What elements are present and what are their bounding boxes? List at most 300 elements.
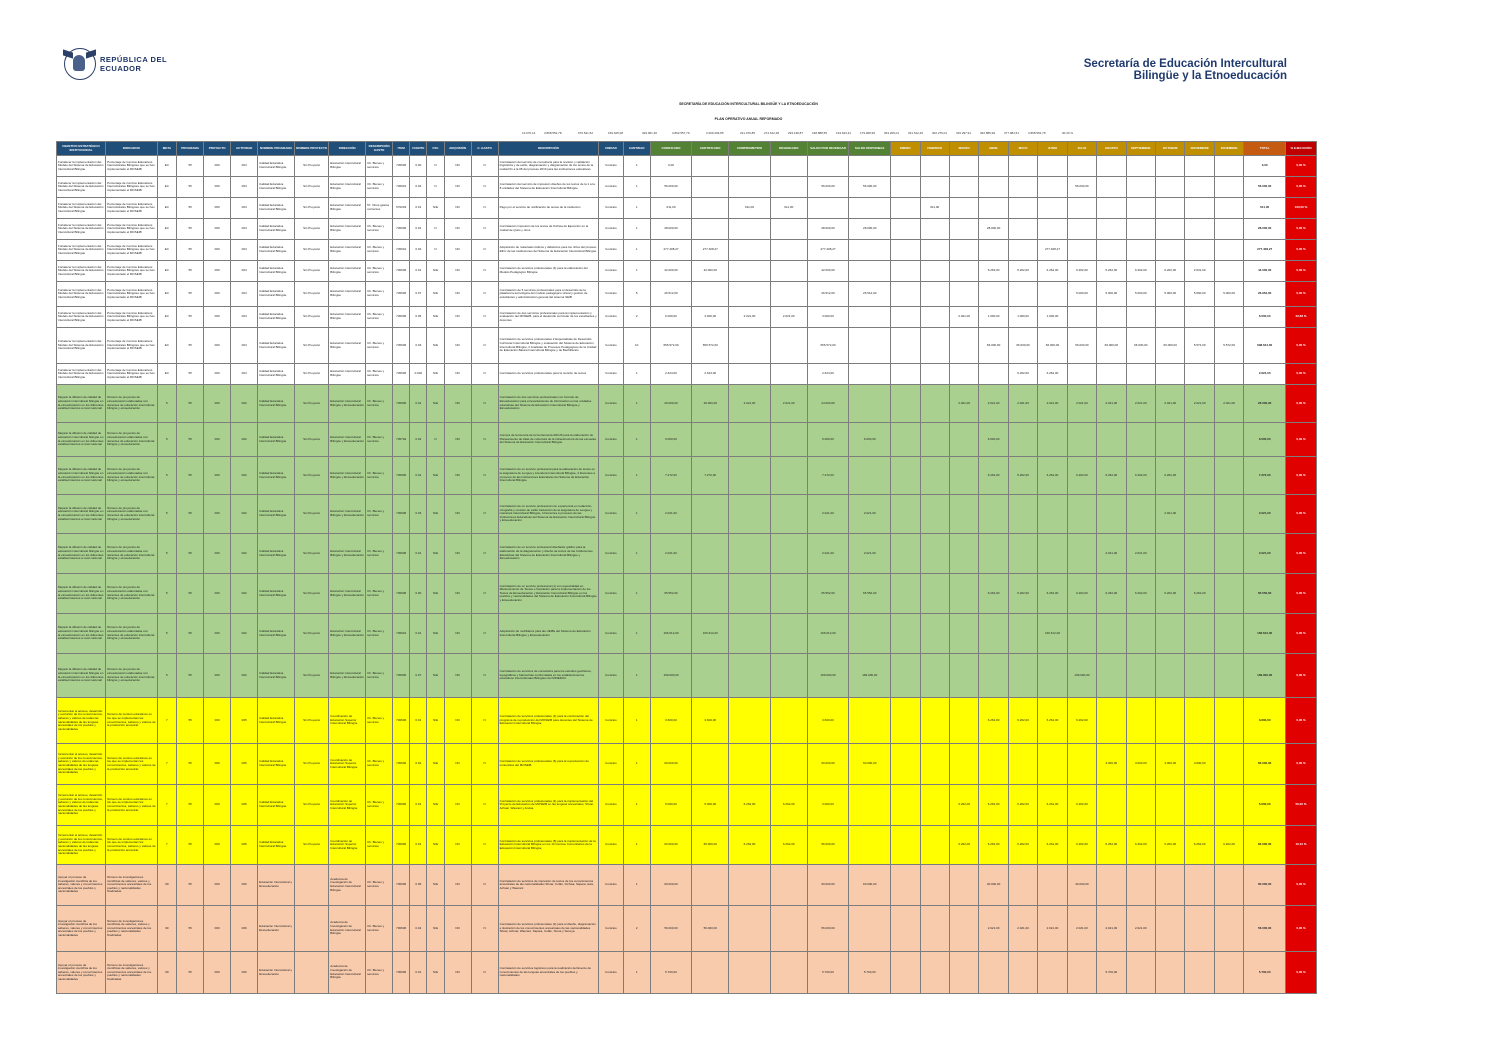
table-cell: 0,00 xyxy=(650,156,692,177)
table-cell: 28.000,00 xyxy=(650,219,692,240)
table-cell xyxy=(891,906,920,952)
table-cell: N xyxy=(471,698,498,744)
column-total: 13.670,14 xyxy=(522,131,536,135)
table-cell xyxy=(770,744,807,785)
table-cell: 6.262,00 xyxy=(1097,574,1126,614)
table-cell xyxy=(729,423,771,457)
table-cell: 277.408,27 xyxy=(650,240,692,261)
table-cell: 000 xyxy=(204,614,231,654)
column-total: 3.868.552,78 xyxy=(1028,131,1046,135)
table-cell: N xyxy=(471,307,498,328)
table-cell: Contrato xyxy=(599,385,624,423)
table-cell xyxy=(294,952,328,994)
table-cell xyxy=(1185,654,1214,698)
table-cell: 30.000,00 xyxy=(1067,865,1096,906)
column-header: PROGRAMA xyxy=(177,142,204,156)
table-cell: Sin Proyecto xyxy=(294,495,328,534)
column-total: 329.061,30 xyxy=(642,131,658,135)
table-cell xyxy=(920,423,949,457)
table-cell: Fortalecer la implementación del Modelo del Sistema de Educación Intercultural Bilingüe xyxy=(57,156,106,177)
table-cell: Contratación de 5 servicios profesionales para el desarrollo de la plataforma tecnológica del modelo pedagógico virtual y gestión de estudiantes y administración general del sistema SEIB xyxy=(498,282,599,307)
table-row xyxy=(57,261,1317,282)
table-cell: 6.262,00 xyxy=(1067,785,1096,826)
table-cell: 3.600,00 xyxy=(650,698,692,744)
table-cell: 2.624,00 xyxy=(1244,364,1286,385)
table-row xyxy=(57,240,1317,261)
table-cell: Mejorar la difusión de calidad de educación intercultural bilingüe en la etnoeducación en los diferentes establecimientos a nivel nacional xyxy=(57,614,106,654)
table-cell xyxy=(979,534,1008,574)
table-cell: 6.262,00 xyxy=(729,785,771,826)
table-cell: Calidad Educativa Intercultural Bilingüe xyxy=(258,307,295,328)
table-cell: 2.021,00 xyxy=(1214,385,1243,423)
table-cell xyxy=(1038,282,1067,307)
table-cell xyxy=(891,240,920,261)
table-cell xyxy=(949,906,978,952)
table-cell: Fortalecer la implementación del Modelo del Sistema de Educación Intercultural Bilingüe xyxy=(57,328,106,364)
table-cell: 6.262,00 xyxy=(1038,457,1067,495)
table-cell: 005 xyxy=(231,698,258,744)
table-cell: Contratación del servicio de consultoría para la revisión y validación lingüística y de estilo, diagramación y diagramación de los textos de la unidad 61 a la 65 del proceso 2019 para las instituciones educativas xyxy=(498,156,599,177)
table-cell xyxy=(849,906,891,952)
table-cell: 55 xyxy=(177,423,204,457)
table-cell: EC xyxy=(157,240,177,261)
table-cell: N/E xyxy=(427,307,444,328)
table-cell: 2.021,00 xyxy=(770,385,807,423)
table-cell: Calidad Educativa Intercultural Bilingüe xyxy=(258,785,295,826)
table-cell xyxy=(770,457,807,495)
table-cell: 000 xyxy=(204,240,231,261)
table-cell xyxy=(849,364,891,385)
table-cell: 277.408,27 xyxy=(1038,240,1067,261)
table-cell: 6.262,00 xyxy=(1185,826,1214,865)
table-cell: Calidad Educativa Intercultural Bilingüe xyxy=(258,364,295,385)
table-cell: Calidad Educativa Intercultural Bilingüe xyxy=(258,198,295,219)
table-cell: 000 xyxy=(204,385,231,423)
column-header: FSC xyxy=(427,142,444,156)
table-cell: Contrato xyxy=(599,534,624,574)
table-cell: 000 xyxy=(204,219,231,240)
table-cell: 730606 xyxy=(393,364,410,385)
table-cell: Contratación de dos servicios profesionales para la implementación y evaluación del MOSEIB, para el desarrollo curricular de los estudiantes y docentes xyxy=(498,307,599,328)
table-cell xyxy=(1038,495,1067,534)
table-cell: 0,00 % xyxy=(1286,495,1317,534)
table-cell: Contrato xyxy=(599,744,624,785)
table-cell xyxy=(1097,495,1126,534)
document-title: SECRETARÍA DE EDUCACIÓN INTERCULTURAL BILINGÜE Y LA ETNOEDUCACIÓN xyxy=(679,102,818,106)
table-cell: 0,00 % xyxy=(1286,744,1317,785)
table-cell: 0,00 % xyxy=(1286,261,1317,282)
table-cell xyxy=(949,744,978,785)
table-cell: 000 xyxy=(204,534,231,574)
table-cell: 1 xyxy=(623,177,650,198)
table-cell: Ch. Bienes y servicios xyxy=(366,698,393,744)
table-cell: Número de proyectos de etnoeducación elaboradas con docentes de educación intercultural bilingüe y etnoeducación xyxy=(106,385,158,423)
table-header-row xyxy=(57,142,1317,156)
table-cell: 7 xyxy=(157,826,177,865)
table-cell xyxy=(920,219,949,240)
table-cell: Sin Proyecto xyxy=(294,385,328,423)
table-row xyxy=(57,364,1317,385)
table-cell: N xyxy=(471,785,498,826)
table-cell: 3.600,00 xyxy=(692,698,729,744)
table-cell: NO xyxy=(444,495,471,534)
column-header: ENERO xyxy=(891,142,920,156)
table-cell: 166.612,00 xyxy=(807,614,849,654)
table-cell: Adquisición de mobiliarios para las UEIBs del Sistema de Educación Intercultural Bilingüe y Etnoeducación xyxy=(498,614,599,654)
column-total: 159.625,08 xyxy=(608,131,624,135)
table-cell: 000 xyxy=(204,654,231,698)
table-cell: 5.000,00 xyxy=(1214,282,1243,307)
table-cell: 6.000,00 xyxy=(1244,307,1286,328)
table-cell: Ch. Bienes y servicios xyxy=(366,457,393,495)
table-cell xyxy=(770,614,807,654)
table-cell: 60.000,00 xyxy=(650,865,692,906)
table-cell: Contrato xyxy=(599,198,624,219)
table-cell: Sin Proyecto xyxy=(294,698,328,744)
table-cell: Educación Intercultural Bilingüe xyxy=(329,364,366,385)
table-cell: 6.262,00 xyxy=(1156,457,1185,495)
table-cell: Contratación de servicios logísticos para la realización del Evento de conocimientos de las lenguas ancestrales de los pueblos y nacionalidades xyxy=(498,952,599,994)
table-cell: 6.262,00 xyxy=(1097,826,1126,865)
table-cell: 5.700,00 xyxy=(1244,952,1286,994)
table-cell: 90 xyxy=(157,952,177,994)
table-cell: 55 xyxy=(177,307,204,328)
table-cell: Fortalecer la implementación del Modelo del Sistema de Educación Intercultural Bilingüe xyxy=(57,261,106,282)
table-cell: 1 xyxy=(623,198,650,219)
table-cell: NO xyxy=(444,865,471,906)
table-cell xyxy=(849,457,891,495)
table-cell: Ch. Bienes y servicios xyxy=(366,219,393,240)
table-cell: 6.262,00 xyxy=(1008,457,1037,495)
table-cell: 3.000,00 xyxy=(1097,744,1126,785)
table-cell: 5.000,00 xyxy=(1067,282,1096,307)
table-cell xyxy=(891,282,920,307)
table-cell xyxy=(692,654,729,698)
table-cell xyxy=(1126,364,1155,385)
table-cell: 006 xyxy=(231,865,258,906)
table-cell: Educación Intercultural Bilingüe xyxy=(329,240,366,261)
column-header: DIRECCIÓN xyxy=(329,142,366,156)
table-cell: 2.021,00 xyxy=(979,906,1008,952)
column-header: CANTIDAD xyxy=(623,142,650,156)
table-cell: EC xyxy=(157,219,177,240)
table-cell xyxy=(1214,219,1243,240)
table-cell: Ch. Bienes y servicios xyxy=(366,307,393,328)
table-cell: 5.000,00 xyxy=(1244,785,1286,826)
table-cell xyxy=(1067,744,1096,785)
table-cell: 2.021,00 xyxy=(979,385,1008,423)
table-cell: 6.262,00 xyxy=(1038,826,1067,865)
column-total: 168.888,55 xyxy=(812,131,828,135)
column-header: DESCRIPCIÓN xyxy=(498,142,599,156)
table-cell: 6.262,00 xyxy=(949,785,978,826)
table-cell: 2.021,00 xyxy=(729,385,771,423)
table-cell: Número de investigaciones científicas de saberes, valores y conocimientos ancestrales de los pueblos y nacionalidades finalizadas xyxy=(106,952,158,994)
table-cell xyxy=(1126,177,1155,198)
table-cell: N xyxy=(471,906,498,952)
table-row xyxy=(57,865,1317,906)
table-cell: 0.002 xyxy=(410,364,427,385)
table-cell: Educación Intercultural Bilingüe xyxy=(329,282,366,307)
table-cell xyxy=(920,385,949,423)
table-cell xyxy=(849,328,891,364)
table-cell: Educación Intercultural Bilingüe xyxy=(329,328,366,364)
table-cell xyxy=(1038,534,1067,574)
table-cell: 000 xyxy=(204,785,231,826)
table-row xyxy=(57,534,1317,574)
table-row xyxy=(57,177,1317,198)
table-cell: 5.000,00 xyxy=(1097,282,1126,307)
table-cell xyxy=(1156,952,1185,994)
table-cell: Contratación de servicios profesionales 2 Especialistas de Desarrollo Curricular Intercultural Bilingüe y evaluación del Sistema de Educación Intercultural Bilingüe, 2 Analistas de Procesos Pedagógicos de la Unidad de Educación Básica Intercultural Bilingüe y de Bachillerato xyxy=(498,328,599,364)
table-cell: Contrato xyxy=(599,865,624,906)
table-cell xyxy=(1214,654,1243,698)
column-header: FEBRERO xyxy=(920,142,949,156)
table-cell xyxy=(1214,364,1243,385)
table-cell: Apoyar el proceso de investigación científica de los saberes, valores y conocimientos ancestrales de los pueblos y nacionalidades xyxy=(57,906,106,952)
table-cell: 0,00 % xyxy=(1286,423,1317,457)
table-cell: Sin Proyecto xyxy=(294,423,328,457)
table-cell: EC xyxy=(157,328,177,364)
table-cell: Sin Proyecto xyxy=(294,177,328,198)
table-cell: 0.02 xyxy=(410,177,427,198)
table-cell: 2.021,00 xyxy=(1126,385,1155,423)
table-cell: 28.000,00 xyxy=(979,219,1008,240)
table-cell: 100,00 % xyxy=(1286,198,1317,219)
table-cell xyxy=(949,156,978,177)
table-cell: 5 xyxy=(623,282,650,307)
table-cell: 0,00 % xyxy=(1286,574,1317,614)
table-cell: Porcentaje de Centros Educativos Interculturales Bilingües que se han implementado el MOSEIB xyxy=(106,282,158,307)
table-cell: 0.01 xyxy=(410,198,427,219)
table-cell xyxy=(979,654,1008,698)
table-cell: 1 xyxy=(623,952,650,994)
table-cell: N/E xyxy=(427,495,444,534)
table-row xyxy=(57,614,1317,654)
table-row xyxy=(57,574,1317,614)
table-cell xyxy=(849,826,891,865)
table-cell: Fortalecer la implementación del Modelo del Sistema de Educación Intercultural Bilingüe xyxy=(57,177,106,198)
table-cell xyxy=(1214,240,1243,261)
table-cell: 0.02 xyxy=(410,744,427,785)
table-cell: Sin Proyecto xyxy=(294,219,328,240)
table-cell xyxy=(1008,654,1037,698)
column-header: MAYO xyxy=(1008,142,1037,156)
table-cell: 66.000,00 xyxy=(979,328,1008,364)
table-cell xyxy=(1185,906,1214,952)
table-cell: 56.000,00 xyxy=(1244,177,1286,198)
table-cell xyxy=(979,744,1008,785)
table-cell xyxy=(949,240,978,261)
table-cell: 0.03 xyxy=(410,495,427,534)
table-cell: N xyxy=(471,385,498,423)
table-cell: 1 xyxy=(623,364,650,385)
table-cell xyxy=(1008,952,1037,994)
column-header: FUENTE xyxy=(410,142,427,156)
table-cell: N/E xyxy=(427,457,444,495)
table-cell: Número de centros educativos en los que se implementan los conocimientos, saberes y valores de la producción ancestral. xyxy=(106,698,158,744)
table-cell xyxy=(891,698,920,744)
table-cell: 0.02 xyxy=(410,423,427,457)
table-cell: 30.000,00 xyxy=(979,865,1008,906)
table-cell xyxy=(949,219,978,240)
table-cell: Calidad Educativa Intercultural Bilingüe xyxy=(258,240,295,261)
table-cell: Contrato xyxy=(599,261,624,282)
column-header: TOTAL xyxy=(1244,142,1286,156)
table-cell: 42.000,00 xyxy=(807,261,849,282)
table-cell: Calidad Educativa Intercultural Bilingüe xyxy=(258,457,295,495)
table-cell: 2.021,00 xyxy=(1097,534,1126,574)
table-cell: Calidad Educativa Intercultural Bilingüe xyxy=(258,282,295,307)
table-cell: 0,00 % xyxy=(1286,534,1317,574)
table-cell: 2.021,00 xyxy=(1008,906,1037,952)
table-cell: 730606 xyxy=(393,307,410,328)
table-cell xyxy=(1156,785,1185,826)
table-cell: Calidad Educativa Intercultural Bilingüe xyxy=(258,495,295,534)
table-cell: 730606 xyxy=(393,906,410,952)
column-header: MARZO xyxy=(949,142,978,156)
table-cell: Educación Intercultural Bilingüe y Etnoeducación xyxy=(329,385,366,423)
table-cell: 56.000,00 xyxy=(650,177,692,198)
table-cell: NO xyxy=(444,177,471,198)
table-cell xyxy=(949,282,978,307)
table-cell xyxy=(1214,457,1243,495)
table-cell: 5.000,00 xyxy=(1126,282,1155,307)
table-cell xyxy=(729,261,771,282)
table-cell: 2.021,00 xyxy=(1244,534,1286,574)
table-cell xyxy=(729,328,771,364)
table-cell: 5.572,00 xyxy=(1185,328,1214,364)
table-cell: 55 xyxy=(177,177,204,198)
table-cell: EC xyxy=(157,156,177,177)
table-cell xyxy=(891,614,920,654)
table-cell: 0.02 xyxy=(410,906,427,952)
table-cell: 730601 xyxy=(393,177,410,198)
table-cell: 1 xyxy=(623,495,650,534)
table-cell: NO xyxy=(444,219,471,240)
table-cell xyxy=(1185,698,1214,744)
table-cell xyxy=(1185,307,1214,328)
table-cell: Número de proyectos de etnoeducación elaboradas con docentes de educación intercultural bilingüe y etnoeducación xyxy=(106,457,158,495)
table-cell: 2.021,00 xyxy=(1156,385,1185,423)
table-cell: 56.000,00 xyxy=(807,906,849,952)
table-cell xyxy=(1156,698,1185,744)
table-cell: 2.021,00 xyxy=(807,534,849,574)
table-cell: 5 xyxy=(157,614,177,654)
table-cell xyxy=(729,614,771,654)
table-cell xyxy=(729,177,771,198)
table-cell xyxy=(692,219,729,240)
table-cell xyxy=(949,698,978,744)
table-cell: 1 xyxy=(623,457,650,495)
table-cell xyxy=(920,614,949,654)
table-cell xyxy=(1097,240,1126,261)
table-cell: NO xyxy=(444,423,471,457)
table-cell: 6.262,00 xyxy=(1008,826,1037,865)
table-cell: 2.021,00 xyxy=(1156,495,1185,534)
table-cell: N/E xyxy=(427,744,444,785)
table-cell: 56.000,00 xyxy=(807,826,849,865)
table-cell: N xyxy=(471,457,498,495)
table-cell xyxy=(770,698,807,744)
table-cell xyxy=(1156,865,1185,906)
table-cell xyxy=(849,156,891,177)
table-cell: 2.021,00 xyxy=(949,307,978,328)
table-cell xyxy=(891,198,920,219)
table-cell: 730606 xyxy=(393,865,410,906)
table-cell: Contratación de un servicio profesional para la elaboración de textos en la asignatura de Lengua y Literatura Intercultural Bilingüe, 4 Docentes a procesos de las Instituciones Educativas del Sistema de Educación Intercultural Bilingüe xyxy=(498,457,599,495)
table-cell: Academia de Investigación de Educación Intercultural Bilingüe xyxy=(329,906,366,952)
column-header: SEPTIEMBRE xyxy=(1126,142,1155,156)
table-cell xyxy=(1097,219,1126,240)
table-cell: 730606 xyxy=(393,385,410,423)
column-totals-row xyxy=(0,131,1497,137)
table-cell: 6.000,00 xyxy=(650,423,692,457)
table-cell: 28.000,00 xyxy=(1244,219,1286,240)
table-cell xyxy=(891,457,920,495)
column-header: AGOSTO xyxy=(1097,142,1126,156)
table-cell: 0.05 xyxy=(410,307,427,328)
column-header: ITEM xyxy=(393,142,410,156)
table-cell: 000 xyxy=(204,328,231,364)
table-cell xyxy=(1185,495,1214,534)
table-cell: 004 xyxy=(231,282,258,307)
table-cell: Contrato xyxy=(599,614,624,654)
table-cell: 002 xyxy=(231,457,258,495)
table-cell: 277.408,27 xyxy=(807,240,849,261)
table-cell: 004 xyxy=(231,240,258,261)
table-cell: NO xyxy=(444,240,471,261)
table-cell xyxy=(1214,156,1243,177)
table-cell: Compra de la licencia de la herramienta ARGIS para la elaboración de Planeamiento de Atlas de cobertura de la infraestructura de las escuelas del Sistema de Educación Intercultural Bilingüe xyxy=(498,423,599,457)
table-cell: 0.01 xyxy=(410,219,427,240)
column-total: 221.076,85 xyxy=(740,131,756,135)
table-cell: 60.000,00 xyxy=(807,865,849,906)
table-cell xyxy=(979,495,1008,534)
column-header: UNIDAD xyxy=(599,142,624,156)
table-row xyxy=(57,219,1317,240)
table-cell: 000 xyxy=(204,457,231,495)
table-cell: 6.262,00 xyxy=(979,826,1008,865)
table-cell xyxy=(1126,654,1155,698)
column-total: 193.623,31 xyxy=(836,131,852,135)
table-cell: N xyxy=(471,261,498,282)
table-cell: 1 xyxy=(623,219,650,240)
table-cell: 55 xyxy=(177,364,204,385)
table-cell: Contrato xyxy=(599,177,624,198)
secretariat-line-1: Secretaría de Educación Intercultural xyxy=(1083,58,1287,70)
table-cell xyxy=(1008,744,1037,785)
table-cell: 5.700,00 xyxy=(849,952,891,994)
table-cell: 0.01 xyxy=(410,385,427,423)
table-cell xyxy=(920,364,949,385)
table-cell xyxy=(920,744,949,785)
table-cell: 55 xyxy=(177,282,204,307)
table-cell xyxy=(1038,156,1067,177)
table-cell: 730702 xyxy=(393,423,410,457)
table-cell: N/E xyxy=(427,364,444,385)
table-cell: 5.700,00 xyxy=(807,952,849,994)
table-cell: 5.000,00 xyxy=(650,785,692,826)
table-cell xyxy=(891,744,920,785)
table-cell xyxy=(1156,906,1185,952)
table-cell xyxy=(920,654,949,698)
column-header: JULIO xyxy=(1067,142,1096,156)
table-cell: Contrato xyxy=(599,785,624,826)
table-cell: Contrato xyxy=(599,240,624,261)
table-cell: Calidad Educativa Intercultural Bilingüe xyxy=(258,219,295,240)
table-cell: 1 xyxy=(623,654,650,698)
